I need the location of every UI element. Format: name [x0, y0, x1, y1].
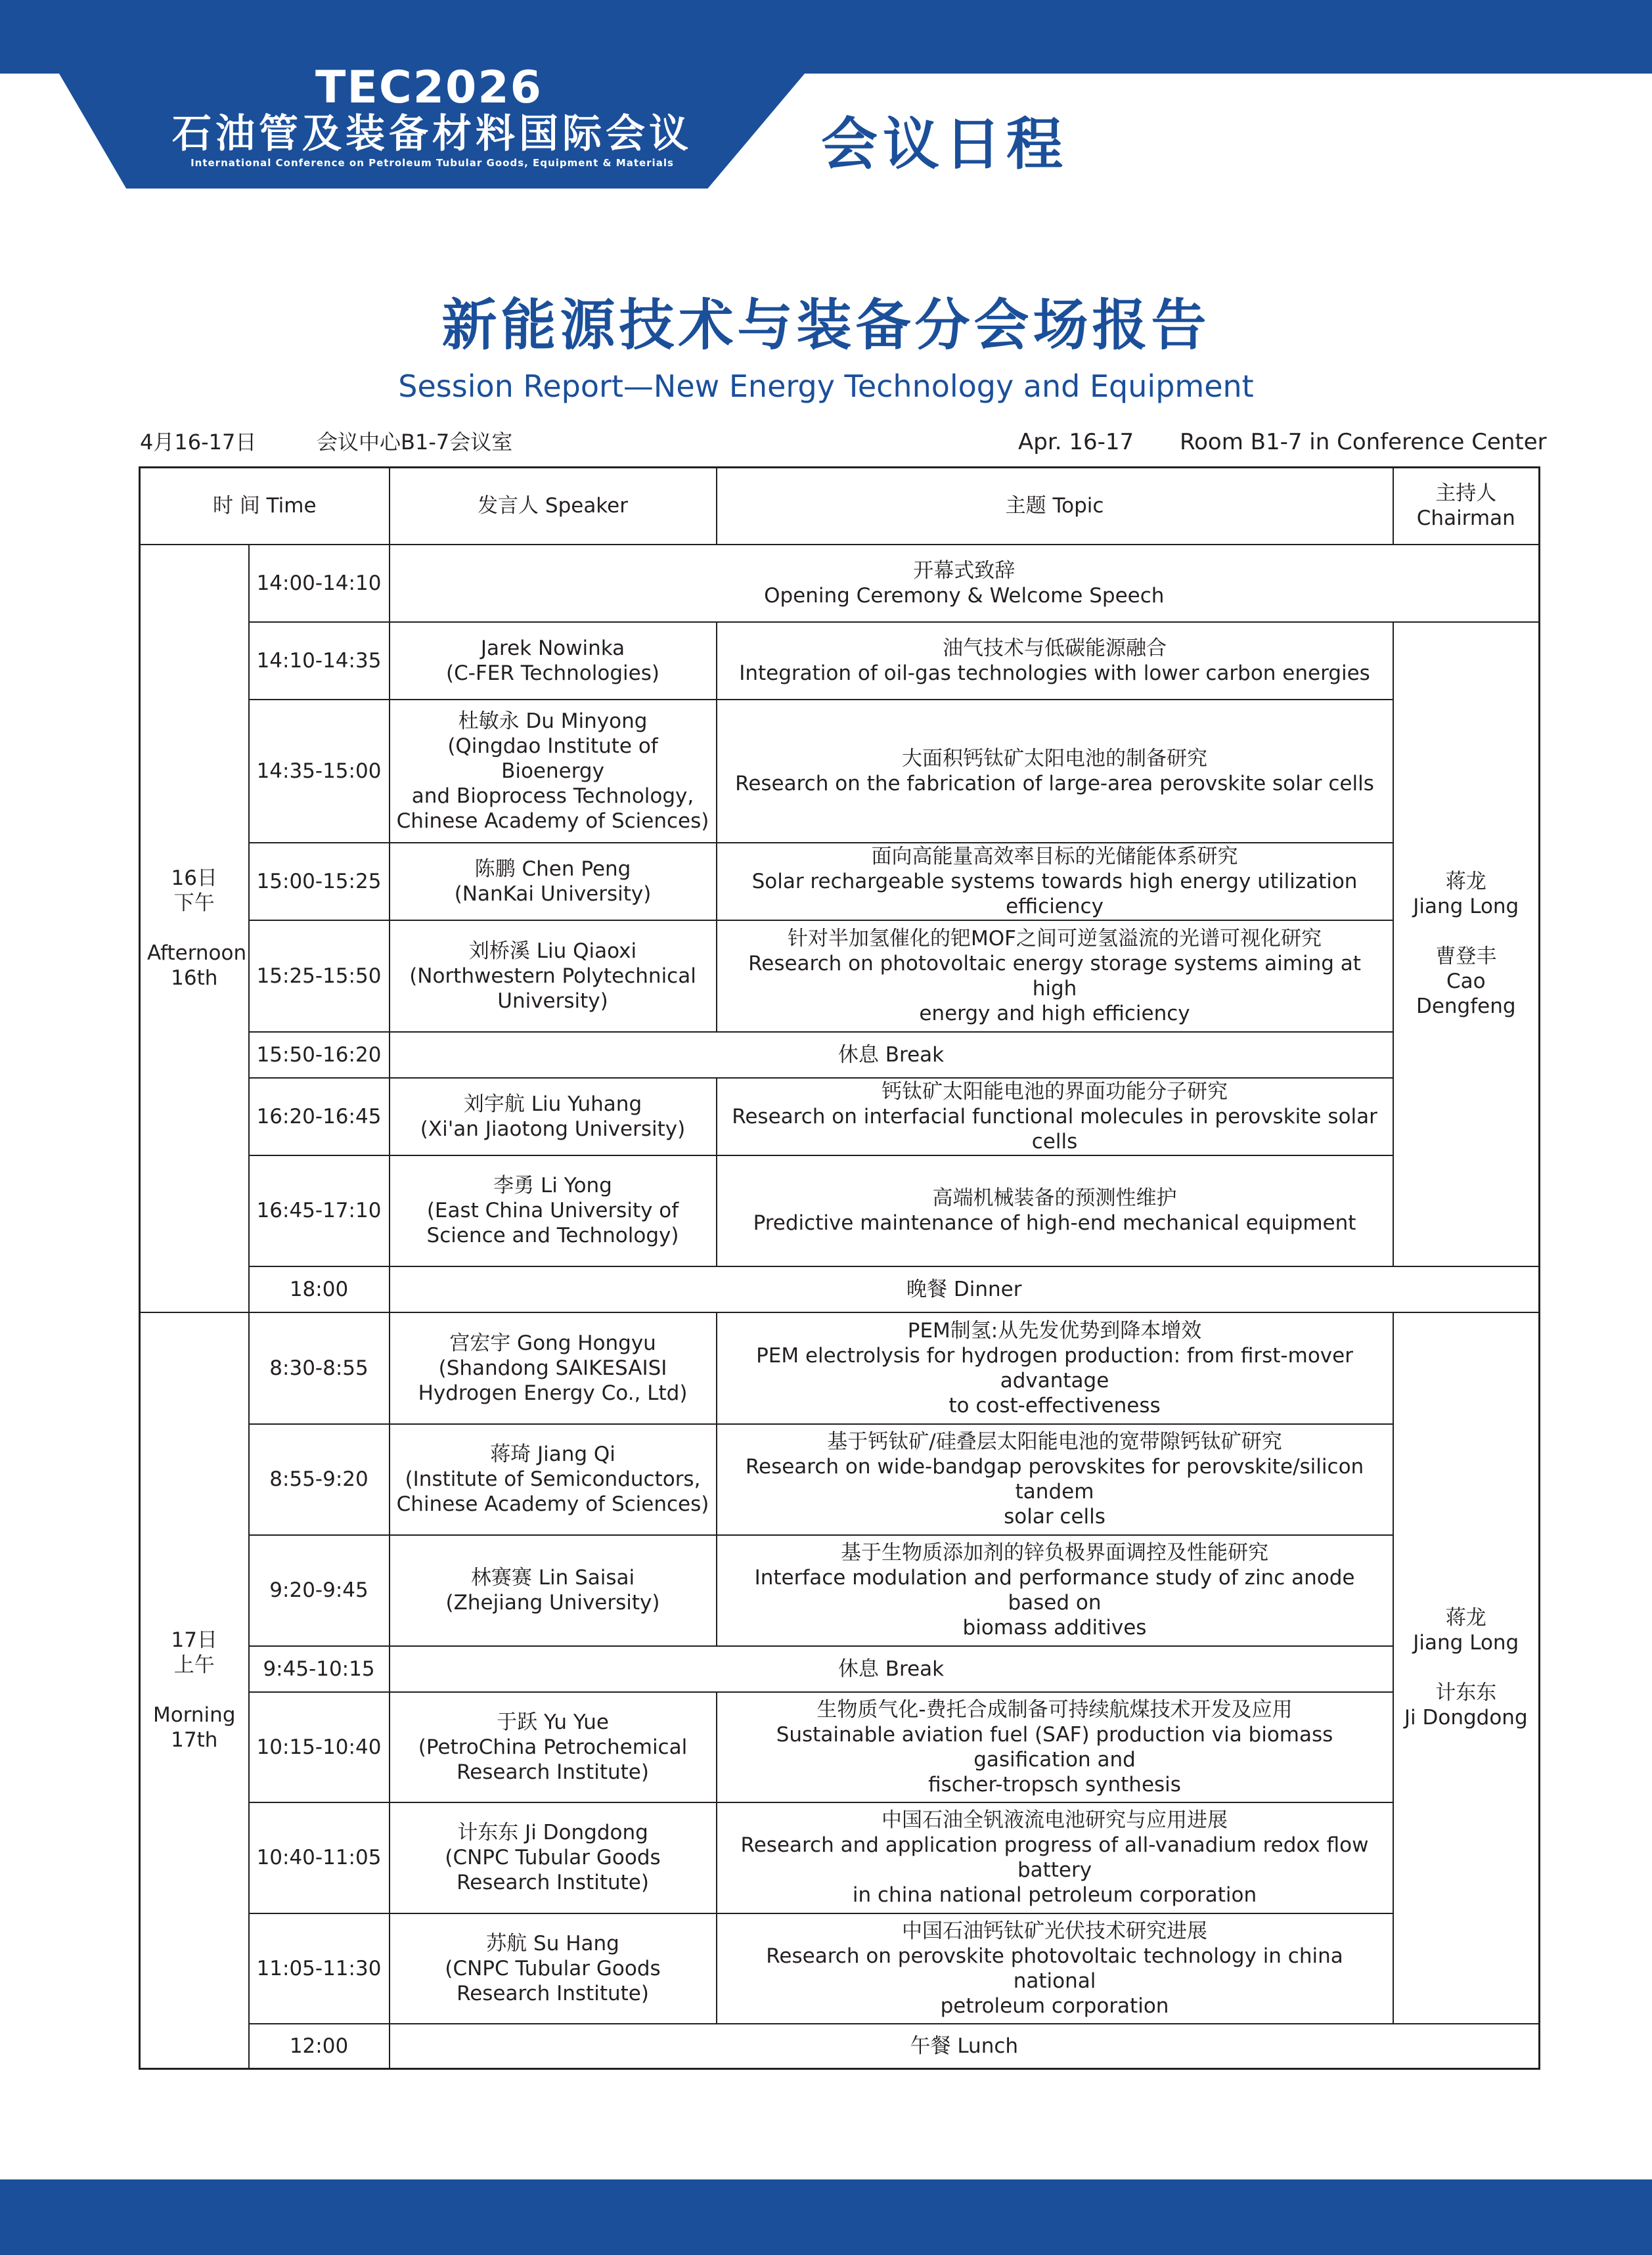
time-cell: 9:45-10:15 [249, 1646, 390, 1692]
speaker-affiliation: (Qingdao Institute of Bioenergy [447, 734, 658, 783]
speaker-affiliation: (Northwestern Polytechnical [409, 964, 696, 988]
time-cell: 8:30-8:55 [249, 1312, 390, 1424]
topic-cn: 生物质气化-费托合成制备可持续航煤技术开发及应用 [816, 1697, 1293, 1722]
topic-cell [717, 1424, 1393, 1535]
topic-cell [717, 1692, 1393, 1802]
time-cell: 15:50-16:20 [249, 1032, 390, 1078]
time-cell: 14:00-14:10 [249, 545, 390, 622]
speaker-affiliation: Research Institute) [457, 1981, 649, 2005]
topic-en: PEM electrolysis for hydrogen production: from first-mover advantage [756, 1343, 1353, 1393]
table-row [140, 1913, 1540, 2024]
topic-cn: 油气技术与低碳能源融合 [943, 636, 1167, 660]
table-row [140, 1535, 1540, 1646]
header-topic: 主题 Topic [717, 468, 1393, 545]
day1-label-cn2: 下午 [173, 891, 215, 915]
speaker-affiliation: University) [497, 989, 608, 1013]
time-cell: 14:10-14:35 [249, 622, 390, 700]
topic-cn: 基于生物质添加剂的锌负极界面调控及性能研究 [841, 1541, 1269, 1565]
topic-en: energy and high efficiency [919, 1001, 1190, 1025]
topic-cell [717, 843, 1393, 920]
speaker-affiliation: (Xi'an Jiaotong University) [420, 1117, 686, 1141]
speaker-name: 刘宇航 Liu Yuhang [463, 1092, 642, 1116]
table-row [140, 843, 1540, 920]
topic-en: fischer-tropsch synthesis [928, 1772, 1181, 1797]
topic-cn: 大面积钙钛矿太阳电池的制备研究 [902, 746, 1208, 770]
table-row [140, 545, 1540, 622]
time-cell: 10:15-10:40 [249, 1692, 390, 1802]
header-speaker: 发言人 Speaker [390, 468, 717, 545]
table-row [140, 622, 1540, 700]
speaker-cell [390, 700, 717, 843]
header-chairman-cn: 主持人 [1435, 481, 1497, 506]
day1-chairman-cell [1393, 622, 1540, 1266]
speaker-affiliation: (NanKai University) [454, 882, 652, 906]
speaker-affiliation: (CNPC Tubular Goods [445, 1956, 661, 1980]
time-cell: 12:00 [249, 2024, 390, 2069]
schedule-table [139, 466, 1540, 2070]
speaker-affiliation: Research Institute) [457, 1871, 649, 1894]
topic-cn: 中国石油全钒液流电池研究与应用进展 [882, 1808, 1228, 1832]
topic-en: biomass additives [962, 1616, 1147, 1640]
speaker-cell [390, 1535, 717, 1646]
topic-cn: 开幕式致辞 [913, 558, 1016, 583]
logo-title: TEC2026 [315, 62, 543, 114]
chairman-en: Jiang Long [1413, 1631, 1519, 1655]
chairman-cn: 曹登丰 [1435, 945, 1497, 968]
speaker-cell [390, 1802, 717, 1913]
speaker-cell [390, 1155, 717, 1266]
meal-cell: 午餐 Lunch [390, 2024, 1540, 2069]
time-cell: 16:20-16:45 [249, 1078, 390, 1155]
speaker-cell [390, 1312, 717, 1424]
topic-cn: 高端机械装备的预测性维护 [932, 1186, 1177, 1210]
speaker-affiliation: (C-FER Technologies) [446, 661, 659, 685]
topic-en: Research on photovoltaic energy storage systems aiming at high [748, 951, 1361, 1000]
speaker-affiliation: (Zhejiang University) [445, 1591, 660, 1615]
topic-en: Research on interfacial functional molecules in perovskite solar cells [732, 1104, 1377, 1153]
speaker-affiliation: (CNPC Tubular Goods [445, 1846, 661, 1869]
speaker-affiliation: (East China University of [426, 1199, 679, 1222]
session-title-en: Session Report—New Energy Technology and Equipment [398, 368, 1254, 404]
speaker-name: 宫宏宇 Gong Hongyu [449, 1331, 656, 1355]
time-cell: 10:40-11:05 [249, 1802, 390, 1913]
speaker-affiliation: Chinese Academy of Sciences) [396, 809, 709, 833]
speaker-name: 李勇 Li Yong [493, 1174, 612, 1197]
table-row [140, 1802, 1540, 1913]
topic-en: petroleum corporation [940, 1994, 1169, 2018]
topic-cn: 针对半加氢催化的钯MOF之间可逆氢溢流的光谱可视化研究 [788, 926, 1322, 950]
speaker-name: 林赛赛 Lin Saisai [470, 1566, 635, 1590]
time-cell: 11:05-11:30 [249, 1913, 390, 2024]
topic-en: Integration of oil-gas technologies with lower carbon energies [739, 661, 1370, 685]
day2-label-en1: Morning [153, 1703, 236, 1728]
topic-en: Research on the fabrication of large-area perovskite solar cells [735, 771, 1374, 795]
day2-label-cn2: 上午 [173, 1653, 215, 1678]
date-cn: 4月16-17日 [140, 430, 257, 455]
topic-cell [717, 1155, 1393, 1266]
topic-cell [717, 1913, 1393, 2024]
topic-en: Sustainable aviation fuel (SAF) production via biomass gasification and [776, 1722, 1333, 1772]
day2-label [140, 1312, 249, 2069]
topic-cell [717, 1535, 1393, 1646]
topic-en: Interface modulation and performance study of zinc anode based on [754, 1566, 1355, 1615]
speaker-cell [390, 843, 717, 920]
speaker-name: 陈鹏 Chen Peng [474, 857, 631, 881]
topic-cn: 基于钙钛矿/硅叠层太阳能电池的宽带隙钙钛矿研究 [827, 1430, 1282, 1454]
topic-cn: 钙钛矿太阳能电池的界面功能分子研究 [882, 1079, 1228, 1104]
date-en: Apr. 16-17 [1018, 429, 1134, 455]
time-cell: 8:55-9:20 [249, 1424, 390, 1535]
speaker-cell [390, 1692, 717, 1802]
time-cell: 14:35-15:00 [249, 700, 390, 843]
day1-label-en1: Afternoon [147, 941, 247, 965]
speaker-affiliation: (PetroChina Petrochemical [418, 1735, 688, 1759]
speaker-affiliation: (Institute of Semiconductors, [405, 1467, 701, 1491]
table-header-row [140, 468, 1540, 545]
speaker-name: 计东东 Ji Dongdong [457, 1821, 648, 1844]
chairman-en: Cao Dengfeng [1416, 970, 1516, 1018]
topic-en: Solar rechargeable systems towards high energy utilization efficiency [751, 869, 1358, 918]
time-cell: 18:00 [249, 1266, 390, 1312]
chairman-cn: 计东东 [1435, 1681, 1497, 1705]
speaker-affiliation: (Shandong SAIKESAISI [438, 1356, 667, 1380]
break-cell: 休息 Break [390, 1032, 1393, 1078]
table-row [140, 700, 1540, 843]
topic-en: in china national petroleum corporation [852, 1883, 1257, 1907]
speaker-cell [390, 920, 717, 1032]
topic-en: Research and application progress of all-vanadium redox flow battery [740, 1833, 1369, 1882]
day1-label [140, 545, 249, 1312]
header-time: 时 间 Time [140, 468, 390, 545]
day1-label-en2: 16th [171, 966, 218, 990]
speaker-affiliation: Research Institute) [457, 1760, 649, 1784]
day1-label-cn1: 16日 [171, 866, 217, 890]
speaker-affiliation: Hydrogen Energy Co., Ltd) [418, 1381, 688, 1405]
table-row [140, 2024, 1540, 2069]
speaker-cell [390, 1078, 717, 1155]
table-row [140, 1424, 1540, 1535]
topic-cell [717, 622, 1393, 700]
speaker-cell [390, 622, 717, 700]
time-cell: 15:25-15:50 [249, 920, 390, 1032]
topic-cn: 中国石油钙钛矿光伏技术研究进展 [902, 1919, 1208, 1943]
day2-chairman-cell [1393, 1312, 1540, 2024]
chairman-cn: 蒋龙 [1445, 870, 1486, 893]
bottom-band [0, 2179, 1652, 2255]
day2-label-en2: 17th [171, 1728, 218, 1753]
table-row [140, 920, 1540, 1032]
speaker-name: 杜敏永 Du Minyong [458, 709, 648, 733]
table-row [140, 1266, 1540, 1312]
chairman-en: Jiang Long [1413, 895, 1519, 918]
topic-cell [717, 700, 1393, 843]
room-en: Room B1-7 in Conference Center [1180, 429, 1547, 455]
topic-en: to cost-effectiveness [949, 1393, 1161, 1418]
topic-cn: PEM制氢:从先发优势到降本增效 [907, 1318, 1202, 1343]
topic-en: Predictive maintenance of high-end mechanical equipment [753, 1211, 1356, 1235]
speaker-affiliation: Science and Technology) [426, 1224, 679, 1247]
table-row [140, 1312, 1540, 1424]
chairman-cn: 蒋龙 [1445, 1606, 1486, 1630]
meal-cell: 晚餐 Dinner [390, 1266, 1540, 1312]
topic-cell [717, 1312, 1393, 1424]
session-title-cn: 新能源技术与装备分会场报告 [441, 293, 1211, 357]
speaker-affiliation: Chinese Academy of Sciences) [396, 1492, 709, 1516]
speaker-cell [390, 1913, 717, 2024]
break-cell: 休息 Break [390, 1646, 1393, 1692]
time-cell: 9:20-9:45 [249, 1535, 390, 1646]
topic-en: Research on perovskite photovoltaic technology in china national [766, 1944, 1343, 1993]
topic-en: Opening Ceremony & Welcome Speech [764, 583, 1165, 608]
header-chairman-en: Chairman [1416, 506, 1515, 531]
topic-cell [717, 1078, 1393, 1155]
speaker-name: 刘桥溪 Liu Qiaoxi [468, 939, 637, 963]
speaker-cell [390, 1424, 717, 1535]
room-cn: 会议中心B1-7会议室 [317, 430, 513, 455]
logo-subtitle-cn: 石油管及装备材料国际会议 [172, 111, 692, 157]
topic-en: solar cells [1004, 1505, 1105, 1529]
header-chairman [1393, 468, 1540, 545]
table-row [140, 1032, 1540, 1078]
chairman-en: Ji Dongdong [1404, 1706, 1528, 1730]
topic-cell [717, 920, 1393, 1032]
table-row [140, 1078, 1540, 1155]
logo-subtitle-en: International Conference on Petroleum Tubular Goods, Equipment & Materials [190, 157, 674, 169]
speaker-name: 于跃 Yu Yue [497, 1710, 609, 1734]
speaker-name: Jarek Nowinka [480, 636, 625, 660]
table-row [140, 1646, 1540, 1692]
speaker-name: 苏航 Su Hang [486, 1931, 619, 1955]
time-cell: 16:45-17:10 [249, 1155, 390, 1266]
speaker-name: 蒋琦 Jiang Qi [490, 1442, 615, 1466]
topic-en: Research on wide-bandgap perovskites for perovskite/silicon tandem [745, 1455, 1364, 1504]
time-cell: 15:00-15:25 [249, 843, 390, 920]
day2-label-cn1: 17日 [171, 1628, 217, 1653]
top-band [0, 0, 1652, 74]
page-label: 会议日程 [821, 111, 1068, 177]
speaker-affiliation: and Bioprocess Technology, [411, 784, 694, 808]
table-row [140, 1692, 1540, 1802]
topic-cn: 面向高能量高效率目标的光储能体系研究 [871, 844, 1238, 868]
topic-cell [390, 545, 1540, 622]
topic-cell [717, 1802, 1393, 1913]
table-row [140, 1155, 1540, 1266]
